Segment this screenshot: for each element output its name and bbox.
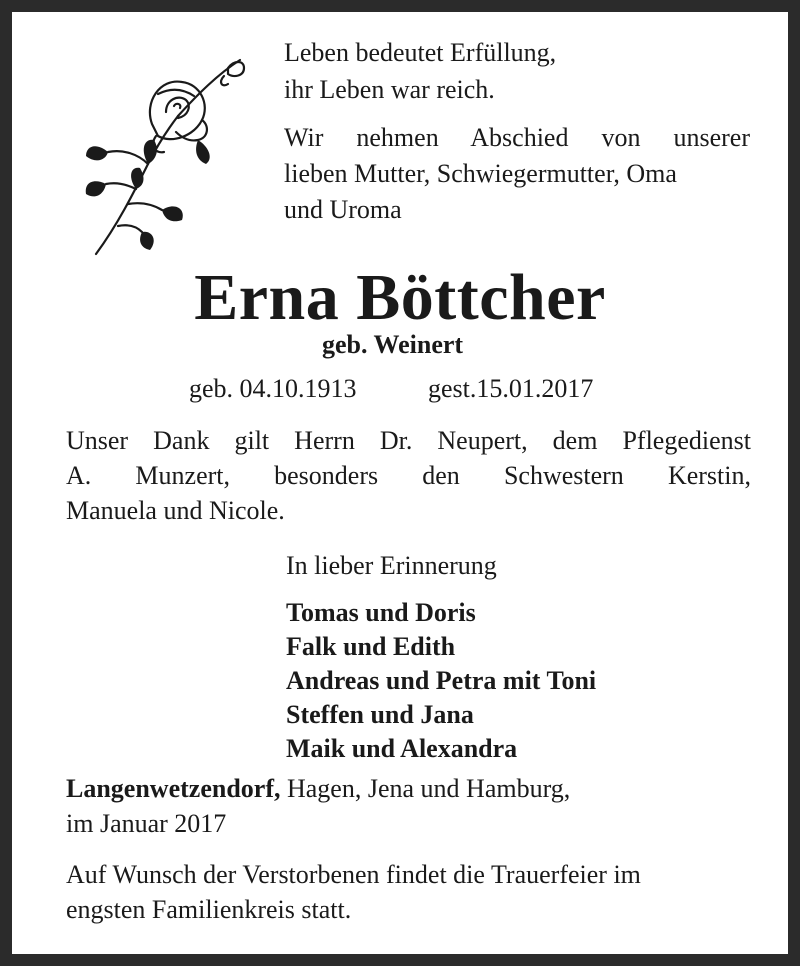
mourner-name: Falk und Edith — [286, 632, 456, 661]
mourner-name: Andreas und Petra mit Toni — [286, 666, 597, 695]
notice-line-2: engsten Familienkreis statt. — [66, 895, 352, 924]
intro-line-3: und Uroma — [284, 195, 402, 224]
mourner-name: Tomas und Doris — [286, 598, 476, 627]
birth-date: geb. 04.10.1913 — [189, 374, 357, 403]
location-others: Hagen, Jena und Hamburg, — [280, 774, 571, 803]
mourner-name: Maik und Alexandra — [286, 734, 518, 763]
intro-line-1: Wir nehmen Abschied von unserer — [284, 123, 750, 152]
location-date: im Januar 2017 — [66, 809, 227, 838]
thanks-line-2: A. Munzert, besonders den Schwestern Kerstin, — [66, 461, 751, 490]
thanks-line-3: Manuela und Nicole. — [66, 496, 285, 525]
thanks-line-1: Unser Dank gilt Herrn Dr. Neupert, dem Pflegedienst — [66, 426, 751, 455]
location-town: Langenwetzendorf, — [66, 774, 281, 803]
verse-line-1: Leben bedeutet Erfüllung, — [284, 38, 557, 67]
intro-line-2: lieben Mutter, Schwiegermutter, Oma — [284, 159, 677, 188]
memory-label: In lieber Erinnerung — [286, 551, 497, 580]
maiden-name: geb. Weinert — [322, 330, 464, 359]
mourner-name: Steffen und Jana — [286, 700, 474, 729]
location-line — [66, 772, 570, 805]
rose-icon — [78, 54, 254, 259]
death-date: gest.15.01.2017 — [428, 374, 594, 403]
deceased-name: Erna Böttcher — [194, 261, 606, 334]
verse-line-2: ihr Leben war reich. — [284, 75, 495, 104]
mourner-list — [286, 596, 596, 766]
notice-line-1: Auf Wunsch der Verstorbenen findet die Trauerfeier im — [66, 860, 641, 889]
